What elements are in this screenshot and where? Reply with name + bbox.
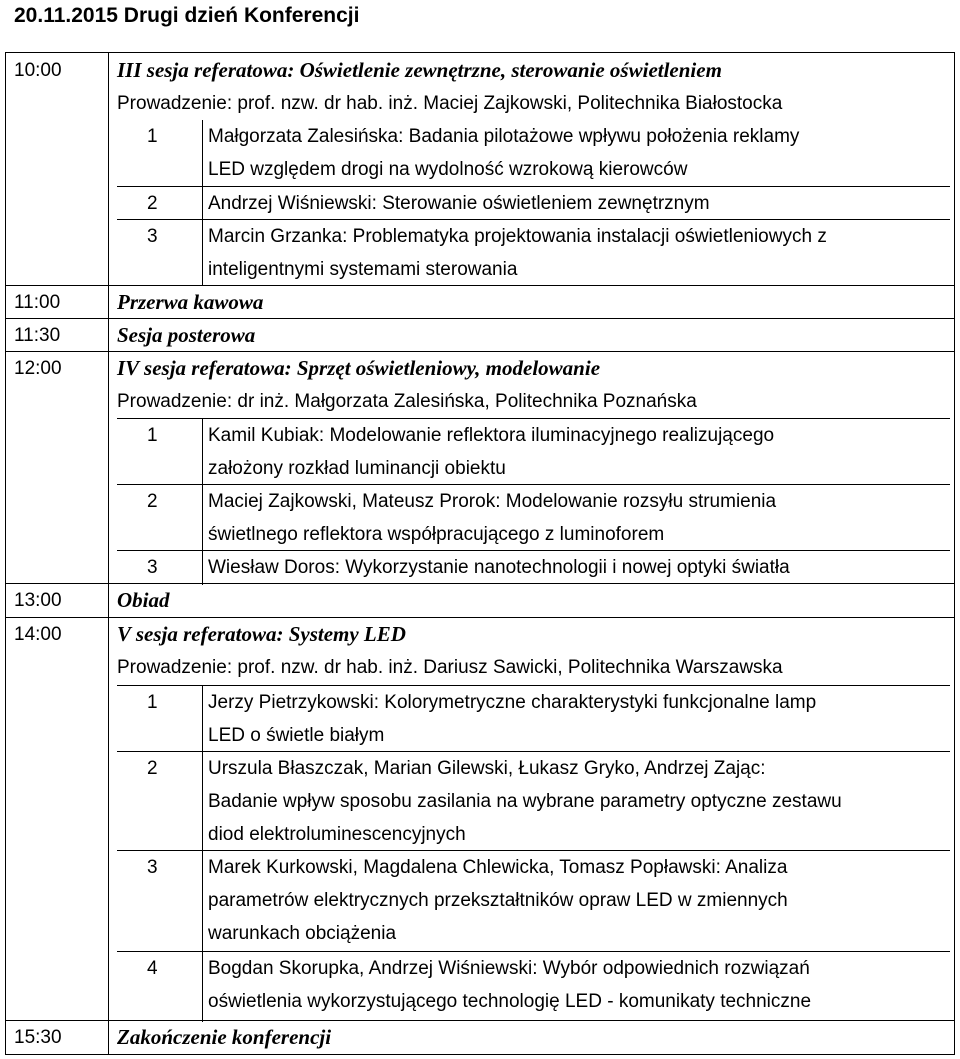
column-divider xyxy=(202,686,203,752)
column-divider xyxy=(108,286,109,318)
talk-line: Jerzy Pietrzykowski: Kolorymetryczne charakterystyki funkcjonalne lamp xyxy=(208,692,817,713)
column-divider xyxy=(108,618,109,1020)
schedule-row-poster xyxy=(6,318,954,351)
column-divider xyxy=(202,220,203,286)
session-chair: Prowadzenie: dr inż. Małgorzata Zalesińska, Politechnika Poznańska xyxy=(117,391,697,412)
talk-line: parametrów elektrycznych przekształtników opraw LED w zmiennych xyxy=(208,890,788,911)
talk-number: 2 xyxy=(147,491,158,512)
talk-number: 4 xyxy=(147,958,158,979)
lunch-label: Obiad xyxy=(117,588,170,612)
talk-number: 1 xyxy=(147,126,158,147)
talk-line: Marek Kurkowski, Magdalena Chlewicka, Tomasz Popławski: Analiza xyxy=(208,857,788,878)
column-divider xyxy=(108,1021,109,1054)
column-divider xyxy=(108,352,109,583)
talk-item xyxy=(117,685,950,752)
talk-number: 3 xyxy=(147,857,158,878)
talk-line: Wiesław Doros: Wykorzystanie nanotechnologii i nowej optyki światła xyxy=(208,557,790,578)
schedule-row-break xyxy=(6,285,954,318)
talk-number: 2 xyxy=(147,193,158,214)
talk-line: Małgorzata Zalesińska: Badania pilotażowe wpływu położenia reklamy xyxy=(208,126,800,147)
talk-line: diod elektroluminescencyjnych xyxy=(208,824,466,845)
break-label: Przerwa kawowa xyxy=(117,290,264,314)
talk-item xyxy=(117,484,950,551)
talk-line: Badanie wpływ sposobu zasilania na wybrane parametry optyczne zestawu xyxy=(208,791,842,812)
closing-label: Zakończenie konferencji xyxy=(117,1025,332,1049)
time-cell: 13:00 xyxy=(14,590,62,611)
time-cell: 10:00 xyxy=(14,60,62,81)
talk-line: inteligentnymi systemami sterowania xyxy=(208,259,518,280)
page-title: 20.11.2015 Drugi dzień Konferencji xyxy=(14,4,360,27)
talk-line: świetlnego reflektora współpracującego z luminoforem xyxy=(208,524,665,545)
schedule-row-block3 xyxy=(6,617,954,1020)
talk-item xyxy=(117,120,950,186)
column-divider xyxy=(202,187,203,220)
talk-number: 2 xyxy=(147,758,158,779)
talk-number: 1 xyxy=(147,692,158,713)
schedule-row-block2 xyxy=(6,351,954,583)
time-cell: 11:00 xyxy=(14,292,61,313)
time-cell: 12:00 xyxy=(14,358,62,379)
column-divider xyxy=(202,752,203,851)
poster-label: Sesja posterowa xyxy=(117,323,256,347)
schedule-row-lunch xyxy=(6,583,954,617)
column-divider xyxy=(202,485,203,551)
talk-line: założony rozkład luminancji obiektu xyxy=(208,458,506,479)
column-divider xyxy=(108,53,109,285)
talk-item xyxy=(117,951,950,1022)
session-title: IV sesja referatowa: Sprzęt oświetleniowy, modelowanie xyxy=(117,356,601,380)
column-divider xyxy=(202,551,203,585)
column-divider xyxy=(108,584,109,617)
time-cell: 11:30 xyxy=(14,325,61,346)
time-cell: 15:30 xyxy=(14,1027,62,1048)
column-divider xyxy=(108,319,109,351)
time-cell: 14:00 xyxy=(14,624,62,645)
talk-line: Marcin Grzanka: Problematyka projektowania instalacji oświetleniowych z xyxy=(208,226,827,247)
talk-line: Urszula Błaszczak, Marian Gilewski, Łukasz Gryko, Andrzej Zając: xyxy=(208,758,766,779)
column-divider xyxy=(202,952,203,1022)
session-chair: Prowadzenie: prof. nzw. dr hab. inż. Dariusz Sawicki, Politechnika Warszawska xyxy=(117,657,783,678)
schedule-row-block1 xyxy=(6,53,954,285)
column-divider xyxy=(202,419,203,485)
talk-item xyxy=(117,550,950,585)
schedule-row-closing xyxy=(6,1020,954,1054)
session-chair: Prowadzenie: prof. nzw. dr hab. inż. Maciej Zajkowski, Politechnika Białostocka xyxy=(117,93,783,114)
talk-item xyxy=(117,186,950,220)
talk-line: Kamil Kubiak: Modelowanie reflektora iluminacyjnego realizującego xyxy=(208,425,775,446)
session-title: V sesja referatowa: Systemy LED xyxy=(117,622,406,646)
column-divider xyxy=(202,851,203,952)
talk-item xyxy=(117,219,950,286)
talk-item xyxy=(117,850,950,952)
talk-item xyxy=(117,751,950,851)
talk-line: oświetlenia wykorzystującego technologię LED - komunikaty techniczne xyxy=(208,991,812,1012)
talk-line: Andrzej Wiśniewski: Sterowanie oświetleniem zewnętrznym xyxy=(208,193,710,214)
talk-line: Bogdan Skorupka, Andrzej Wiśniewski: Wybór odpowiednich rozwiązań xyxy=(208,958,810,979)
column-divider xyxy=(202,120,203,186)
talk-number: 3 xyxy=(147,557,158,578)
talk-number: 3 xyxy=(147,226,158,247)
talk-line: LED o świetle białym xyxy=(208,725,385,746)
talk-item xyxy=(117,418,950,485)
schedule-table xyxy=(5,52,955,1055)
talk-line: LED względem drogi na wydolność wzrokową kierowców xyxy=(208,159,688,180)
talk-number: 1 xyxy=(147,425,158,446)
talk-line: Maciej Zajkowski, Mateusz Prorok: Modelowanie rozsyłu strumienia xyxy=(208,491,777,512)
talk-line: warunkach obciążenia xyxy=(208,923,397,944)
session-title: III sesja referatowa: Oświetlenie zewnętrzne, sterowanie oświetleniem xyxy=(117,58,722,82)
